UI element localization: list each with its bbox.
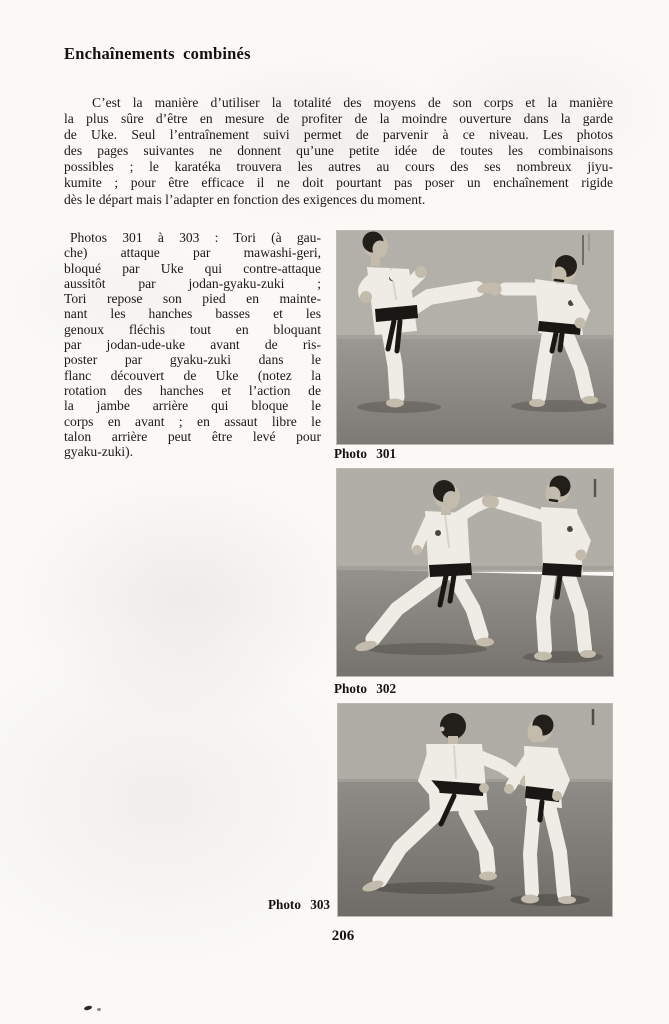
ink-speck (84, 1005, 93, 1011)
photo-303-caption: Photo 303 (267, 897, 330, 912)
photo-302-caption: Photo 302 (334, 681, 397, 696)
photo-301-image (337, 231, 613, 444)
page-number: 206 (331, 928, 355, 944)
tori-head-back (440, 713, 466, 739)
photo-description-paragraph: Photos 301 à 303 : Tori (à gau- che) attaque par mawashi-geri, bloqué par Uke qui contre-attaque aussitôt par jodan-gyaku-zuki ; Tori repose son pied en mainte- nant les hanches basses et les genoux fléchis tout en bloquant par jodan-ude-uke avant de ris- poster par gyaku-zuki dans le flanc découvert de Uke (notez la rotation des hanches et l’action de la jambe arrière qui bloque le corps en avant ; en assaut libre le talon arrière peut être levé pour gyaku-zuki). (64, 230, 321, 460)
photo-302-image (337, 469, 613, 676)
intro-paragraph: C’est la manière d’utiliser la totalité des moyens de son corps et la manière la plus sûre d’être en mesure de profiter de la moindre ouverture dans la garde de Uke. Seul l’entraînement suivi permet de parvenir à ce niveau. Les photos des pages suivantes ne donnent qu’une petite idée de toutes les combinaisons possibles ; le karatéka trouvera les autres au cours des ses nombreux jiyu- kumite ; pour être efficace il ne doit pourtant pas poser un enchaînement rigide dès le départ mais l’adapter en fonction des exigences du moment. (64, 95, 613, 207)
photo-301-caption: Photo 301 (334, 446, 397, 461)
ink-speck (97, 1008, 101, 1011)
photo-303-image (338, 704, 612, 916)
section-heading: Enchaînements combinés (64, 44, 251, 63)
